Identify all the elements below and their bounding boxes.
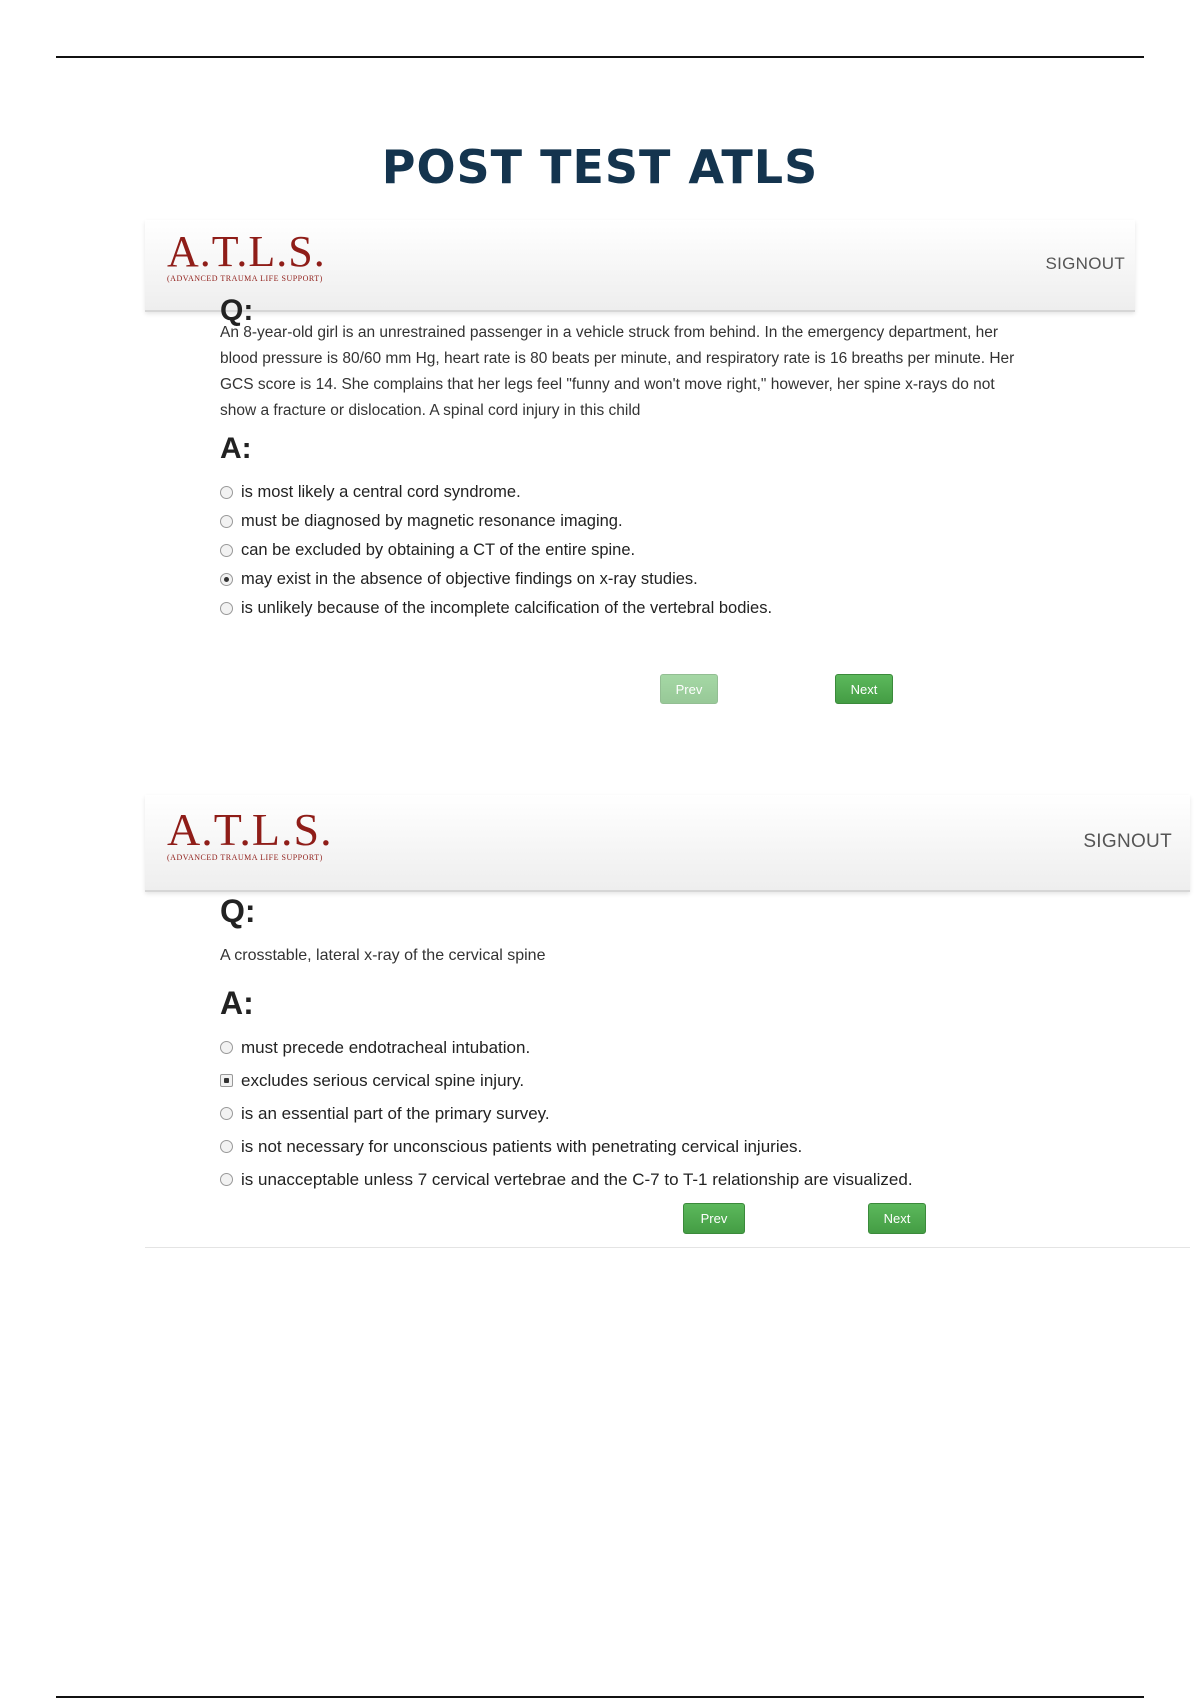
prev-button[interactable]: Prev <box>683 1203 745 1234</box>
signout-link[interactable]: SIGNOUT <box>1083 831 1172 852</box>
logo-subtitle: (ADVANCED TRAUMA LIFE SUPPORT) <box>167 274 323 283</box>
question-label: Q: <box>220 294 254 327</box>
bottom-rule <box>56 1696 1144 1698</box>
option-item[interactable] <box>220 507 772 536</box>
option-label: is unlikely because of the incomplete calcification of the vertebral bodies. <box>241 599 773 617</box>
app-header <box>145 220 1135 312</box>
atls-logo <box>167 804 333 862</box>
option-label: excludes serious cervical spine injury. <box>241 1070 525 1090</box>
logo-text: A.T.L.S. <box>167 227 326 276</box>
option-label: is an essential part of the primary survey. <box>241 1103 550 1123</box>
prev-button[interactable]: Prev <box>660 674 718 704</box>
option-label: is not necessary for unconscious patients with penetrating cervical injuries. <box>241 1136 803 1156</box>
radio-button[interactable] <box>220 1173 233 1186</box>
screenshot-question-1 <box>145 220 1135 720</box>
option-label: may exist in the absence of objective findings on x-ray studies. <box>241 570 698 588</box>
radio-button[interactable] <box>220 1107 233 1120</box>
answer-options <box>220 478 772 623</box>
atls-logo <box>167 227 326 283</box>
option-label: must be diagnosed by magnetic resonance imaging. <box>241 512 623 530</box>
page-title: POST TEST ATLS <box>381 140 819 194</box>
app-header <box>145 795 1190 892</box>
option-item[interactable] <box>220 594 772 623</box>
option-item[interactable] <box>220 536 772 565</box>
option-item[interactable] <box>220 1031 913 1064</box>
radio-button[interactable] <box>220 515 233 528</box>
radio-button[interactable] <box>220 544 233 557</box>
option-item[interactable] <box>220 478 772 507</box>
radio-button[interactable] <box>220 486 233 499</box>
top-rule <box>56 56 1144 58</box>
next-button[interactable]: Next <box>868 1203 926 1234</box>
logo-subtitle: (ADVANCED TRAUMA LIFE SUPPORT) <box>167 853 323 862</box>
screenshot-question-2 <box>145 795 1190 1248</box>
answer-options <box>220 1031 913 1196</box>
option-label: is unacceptable unless 7 cervical vertebrae and the C-7 to T-1 relationship are visualized. <box>241 1169 913 1189</box>
option-item[interactable] <box>220 1130 913 1163</box>
question-text: A crosstable, lateral x-ray of the cervical spine <box>220 947 546 964</box>
radio-button[interactable] <box>220 1140 233 1153</box>
option-item[interactable] <box>220 1097 913 1130</box>
option-item[interactable] <box>220 565 772 594</box>
question-label: Q: <box>220 893 256 929</box>
option-item[interactable] <box>220 1064 913 1097</box>
option-label: is most likely a central cord syndrome. <box>241 483 521 501</box>
answer-label: A: <box>220 432 252 465</box>
signout-link[interactable]: SIGNOUT <box>1045 254 1125 273</box>
question-text: An 8-year-old girl is an unrestrained passenger in a vehicle struck from behind. In the emergency department, her blood pressure is 80/60 mm Hg, heart rate is 80 beats per minute, and respiratory rate is 16 breaths per minute. Her GCS score is 14. She complains that her legs feel "funny and won't move right," however, her spine x-rays do not show a fracture or dislocation. A spinal cord injury in this child <box>220 324 1015 419</box>
radio-button[interactable] <box>220 1041 233 1054</box>
radio-button-selected[interactable] <box>220 1074 233 1087</box>
option-label: can be excluded by obtaining a CT of the entire spine. <box>241 541 636 559</box>
radio-button-selected[interactable] <box>220 573 233 586</box>
logo-text: A.T.L.S. <box>167 804 333 855</box>
option-label: must precede endotracheal intubation. <box>241 1037 531 1057</box>
radio-button[interactable] <box>220 602 233 615</box>
option-item[interactable] <box>220 1163 913 1196</box>
answer-label: A: <box>220 985 254 1021</box>
next-button[interactable]: Next <box>835 674 893 704</box>
